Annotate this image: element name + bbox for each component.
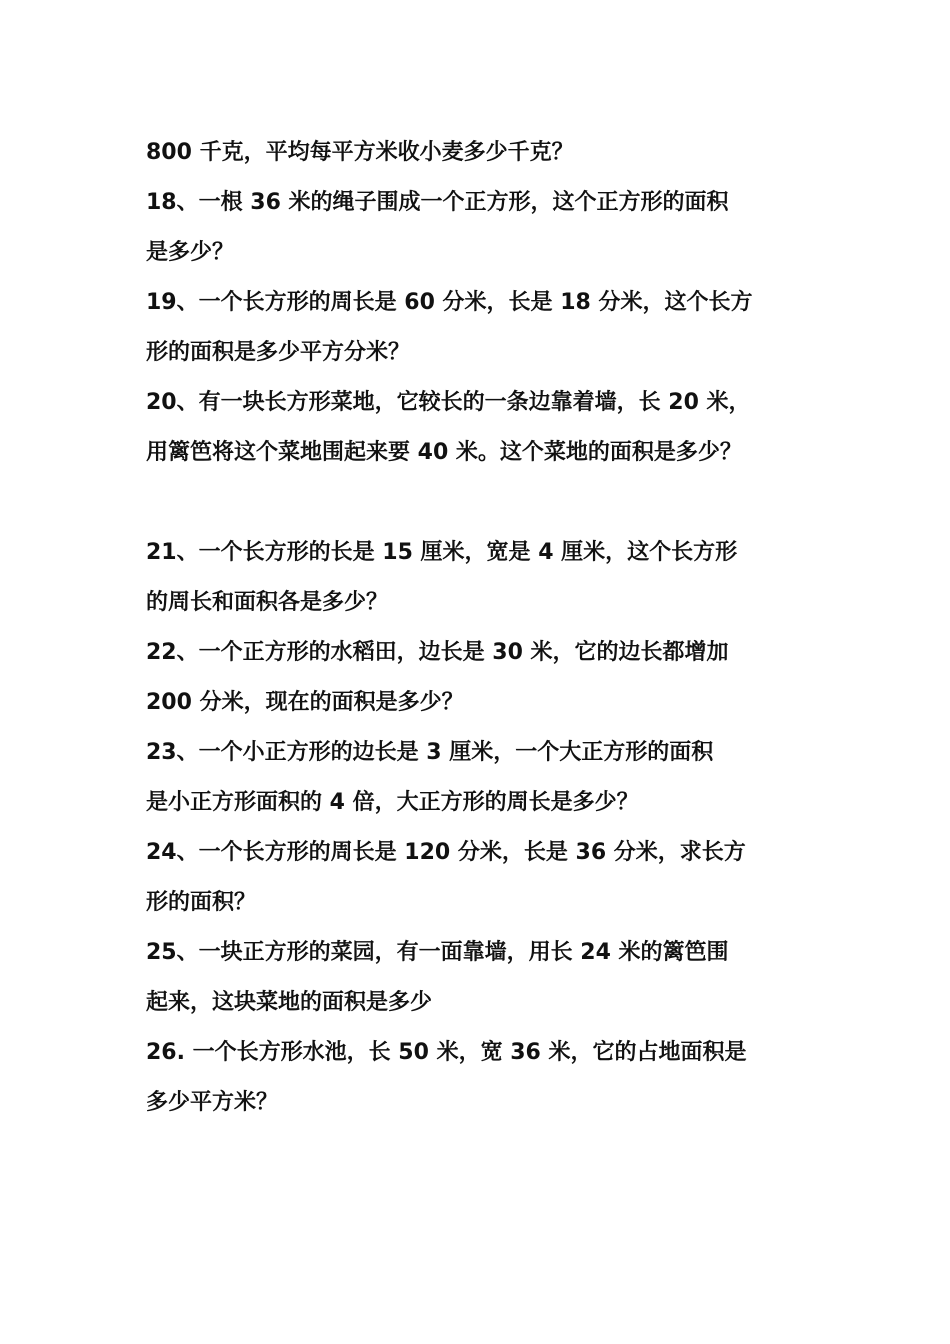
problem-22-line-1: 22、一个正方形的水稻田，边长是 30 米，它的边长都增加 — [146, 640, 729, 665]
text-line-1: 800 千克，平均每平方米收小麦多少千克？ — [146, 140, 574, 165]
problem-19-line-1: 19、一个长方形的周长是 60 分米，长是 18 分米，这个长方 — [146, 290, 753, 315]
problem-23-line-1: 23、一个小正方形的边长是 3 厘米，一个大正方形的面积 — [146, 740, 714, 765]
problem-20-line-1: 20、有一块长方形菜地，它较长的一条边靠着墙，长 20 米， — [146, 390, 751, 415]
problem-24-line-1: 24、一个长方形的周长是 120 分米，长是 36 分米，求长方 — [146, 840, 746, 865]
problem-23-line-2: 是小正方形面积的 4 倍，大正方形的周长是多少？ — [146, 790, 639, 815]
problem-18-line-1: 18、一根 36 米的绳子围成一个正方形，这个正方形的面积 — [146, 190, 729, 215]
blank-line — [146, 478, 826, 528]
problem-20-line-2: 用篱笆将这个菜地围起来要 40 米。这个菜地的面积是多少？ — [146, 440, 742, 465]
problem-25-line-2: 起来，这块菜地的面积是多少 — [146, 990, 433, 1015]
problem-21-line-2: 的周长和面积各是多少？ — [146, 590, 389, 615]
problem-24-line-2: 形的面积？ — [146, 890, 257, 915]
problem-26-line-2: 多少平方米？ — [146, 1090, 279, 1115]
problem-21-line-1: 21、一个长方形的长是 15 厘米，宽是 4 厘米，这个长方形 — [146, 540, 738, 565]
problem-25-line-1: 25、一块正方形的菜园，有一面靠墙，用长 24 米的篱笆围 — [146, 940, 729, 965]
problem-22-line-2: 200 分米，现在的面积是多少？ — [146, 690, 464, 715]
problem-text-block — [146, 128, 826, 1128]
problem-18-line-2: 是多少？ — [146, 240, 235, 265]
problem-26-line-1: 26. 一个长方形水池，长 50 米，宽 36 米，它的占地面积是 — [146, 1040, 747, 1065]
problem-19-line-2: 形的面积是多少平方分米？ — [146, 340, 411, 365]
